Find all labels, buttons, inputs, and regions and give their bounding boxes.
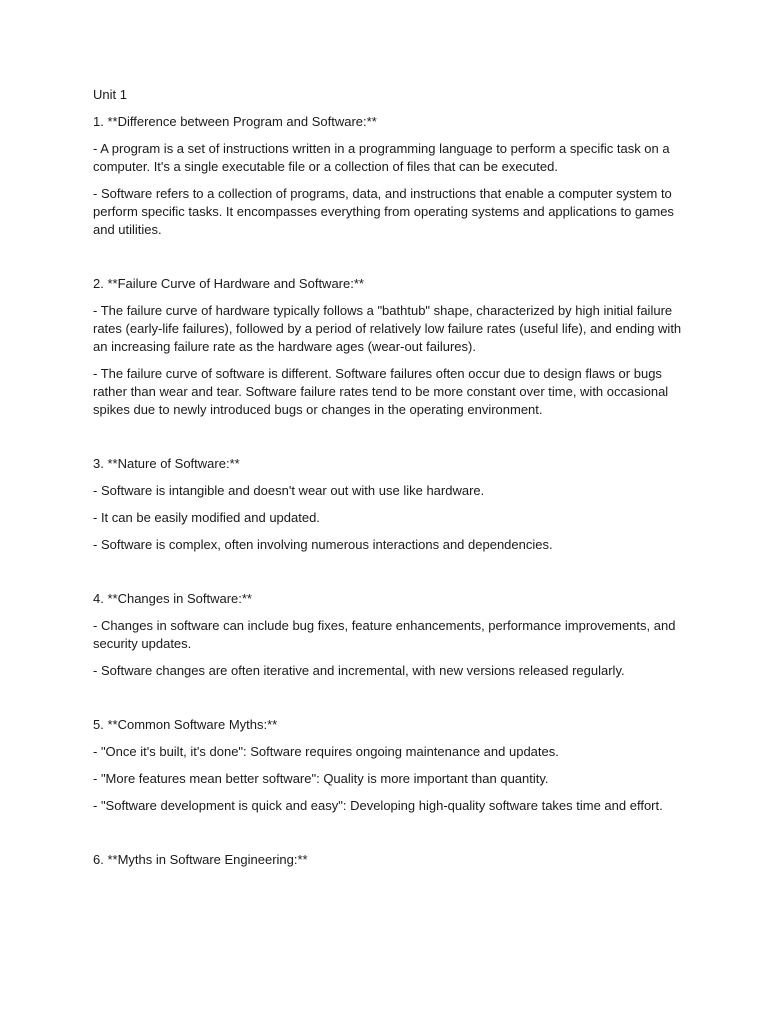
paragraph: - It can be easily modified and updated. (93, 510, 320, 525)
section-heading: 1. **Difference between Program and Software:** (93, 114, 377, 129)
paragraph: - Software is complex, often involving numerous interactions and dependencies. (93, 537, 553, 552)
paragraph: - "More features mean better software": Quality is more important than quantity. (93, 771, 549, 786)
paragraph: - "Once it's built, it's done": Software requires ongoing maintenance and updates. (93, 744, 559, 759)
section-heading: 6. **Myths in Software Engineering:** (93, 852, 308, 867)
section-nature-of-software (93, 455, 683, 554)
section-failure-curve (93, 275, 683, 419)
paragraph: - The failure curve of software is different. Software failures often occur due to design flaws or bugs rather than wear and tear. Software failure rates tend to be more constant over time, with occasional spikes due to newly introduced bugs or changes in the operating environment. (93, 366, 669, 417)
section-heading: 2. **Failure Curve of Hardware and Software:** (93, 276, 364, 291)
paragraph: - A program is a set of instructions written in a programming language to perform a specific task on a computer. It's a single executable file or a collection of files that can be executed. (93, 141, 670, 174)
paragraph: - Software changes are often iterative and incremental, with new versions released regularly. (93, 663, 625, 678)
paragraph: - Software is intangible and doesn't wear out with use like hardware. (93, 483, 485, 498)
section-heading: 5. **Common Software Myths:** (93, 717, 278, 732)
paragraph: - Software refers to a collection of programs, data, and instructions that enable a computer system to perform specific tasks. It encompasses everything from operating systems and applications to games and utilities. (93, 186, 674, 237)
section-changes-in-software (93, 590, 683, 680)
section-myths-in-engineering (93, 851, 683, 869)
paragraph: - "Software development is quick and easy": Developing high-quality software takes time and effort. (93, 798, 663, 813)
section-heading: 3. **Nature of Software:** (93, 456, 240, 471)
section-program-vs-software (93, 113, 683, 239)
section-heading: 4. **Changes in Software:** (93, 591, 252, 606)
paragraph: - Changes in software can include bug fixes, feature enhancements, performance improvements, and security updates. (93, 618, 676, 651)
document-body (93, 86, 683, 905)
section-common-myths (93, 716, 683, 815)
paragraph: - The failure curve of hardware typically follows a "bathtub" shape, characterized by high initial failure rates (early-life failures), followed by a period of relatively low failure rates (useful life), and ending with an increasing failure rate as the hardware ages (wear-out failures). (93, 303, 682, 354)
unit-title: Unit 1 (93, 87, 127, 102)
